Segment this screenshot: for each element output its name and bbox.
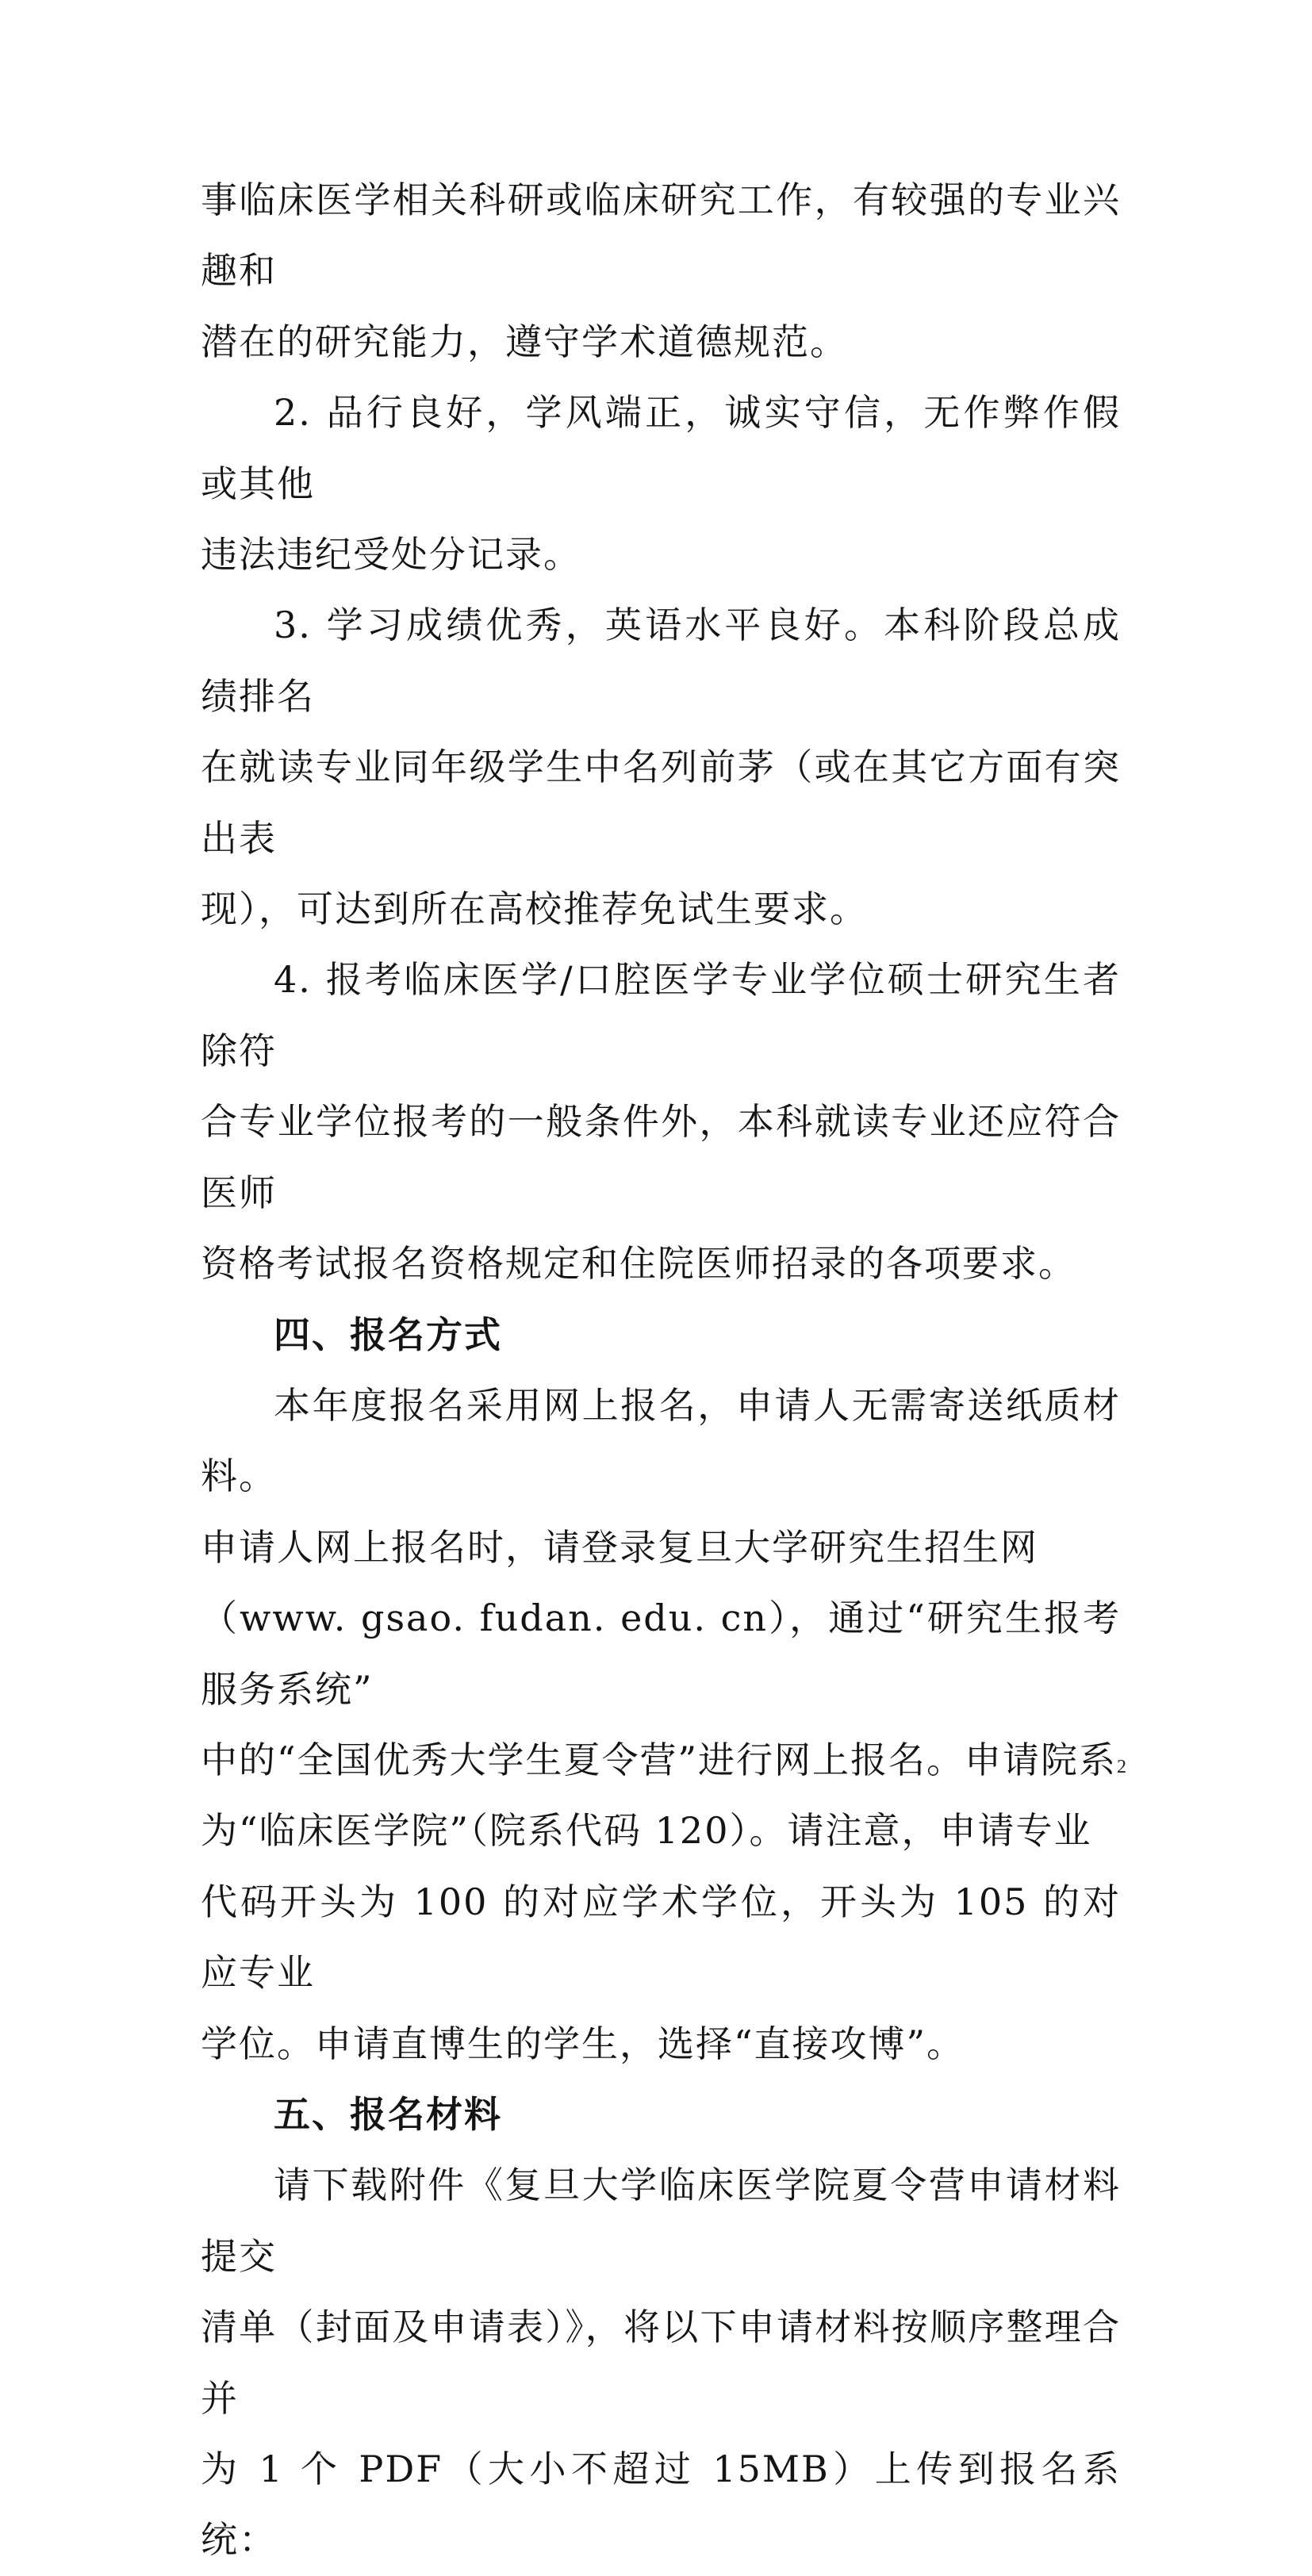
text-line: 2. 品行良好，学风端正，诚实守信，无作弊作假或其他 (201, 391, 1121, 505)
text-line: 代码开头为 100 的对应学术学位，开头为 105 的对应专业 (201, 1880, 1121, 1995)
text-line: 3. 学习成绩优秀，英语水平良好。本科阶段总成绩排名 (201, 604, 1121, 718)
text-line: 学位。申请直博生的学生，选择“直接攻博”。 (201, 2022, 965, 2065)
text-line: 本年度报名采用网上报名，申请人无需寄送纸质材料。 (201, 1383, 1121, 1498)
section-heading-registration-method: 四、报名方式 (274, 1313, 502, 1356)
text-line: 中的“全国优秀大学生夏令营”进行网上报名。申请院系 (201, 1738, 1118, 1781)
paragraph-condition-4 (201, 945, 1121, 1299)
paragraph-condition-3 (201, 590, 1121, 945)
document-body (201, 165, 1121, 2576)
text-line: 潜在的研究能力，遵守学术道德规范。 (201, 320, 848, 363)
text-line: 事临床医学相关科研或临床研究工作，有较强的专业兴趣和 (201, 178, 1121, 293)
text-line: 现），可达到所在高校推荐免试生要求。 (201, 887, 868, 931)
paragraph-registration-method (201, 1370, 1121, 2080)
text-line: 为 1 个 PDF（大小不超过 15MB）上传到报名系统： (201, 2448, 1121, 2562)
text-line: 4. 报考临床医学/口腔医学专业学位硕士研究生者除符 (201, 958, 1121, 1072)
text-line: 资格考试报名资格规定和住院医师招录的各项要求。 (201, 1242, 1076, 1286)
paragraph-registration-materials (201, 2150, 1121, 2575)
text-line: 请下载附件《复旦大学临床医学院夏令营申请材料提交 (201, 2164, 1121, 2278)
text-line: 为“临床医学院”（院系代码 120）。请注意，申请专业 (201, 1809, 1092, 1853)
text-line: 违法违纪受处分记录。 (201, 533, 581, 577)
text-line: 清单（封面及申请表）》，将以下申请材料按顺序整理合并 (201, 2306, 1121, 2420)
text-line: （www. gsao. fudan. edu. cn），通过“研究生报考服务系统” (201, 1597, 1121, 1711)
paragraph-research-interest (201, 165, 1121, 378)
paragraph-condition-2 (201, 378, 1121, 590)
text-line: 申请人网上报名时，请登录复旦大学研究生招生网 (201, 1525, 1038, 1569)
text-line: 在就读专业同年级学生中名列前茅（或在其它方面有突出表 (201, 746, 1121, 860)
page-number: 2 (1117, 1757, 1126, 1777)
text-line: 合专业学位报考的一般条件外，本科就读专业还应符合医师 (201, 1100, 1121, 1214)
section-heading-registration-materials: 五、报名材料 (274, 2092, 502, 2136)
